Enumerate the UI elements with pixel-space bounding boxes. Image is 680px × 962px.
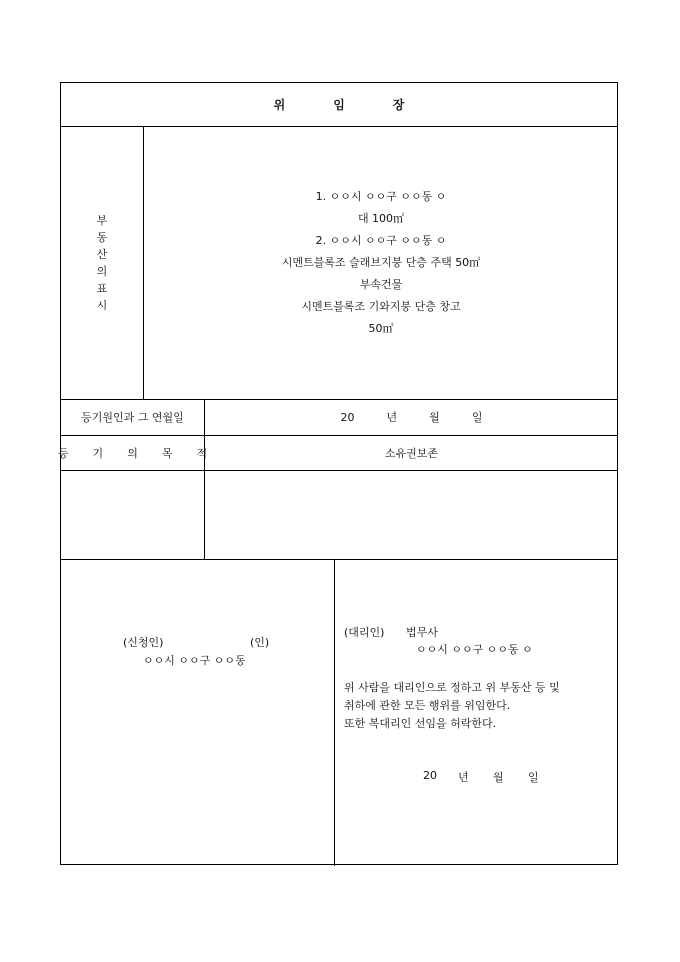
agent-date-month-unit: 월 xyxy=(493,771,504,784)
applicant-cell xyxy=(61,559,334,866)
property-line: 대 100㎡ xyxy=(357,211,405,225)
applicant-label: (신청인) xyxy=(123,636,164,649)
property-line: 부속건물 xyxy=(359,277,403,291)
agent-date-year: 20 xyxy=(423,769,437,782)
title-char: 위 xyxy=(273,98,286,112)
agent-text-line: 위 사람을 대리인으로 정하고 위 부동산 등 및 xyxy=(344,681,560,694)
property-description xyxy=(143,126,619,399)
property-line: 2. ㅇㅇ시 ㅇㅇ구 ㅇㅇ동 ㅇ xyxy=(315,233,447,247)
blank-value-cell xyxy=(204,470,619,559)
cause-label: 등기원인과 그 연월일 xyxy=(81,411,184,424)
purpose-label-char: 적 xyxy=(196,446,208,460)
page-title xyxy=(61,83,617,126)
cause-date-year-unit: 년 xyxy=(386,411,398,424)
agent-address: ㅇㅇ시 ㅇㅇ구 ㅇㅇ동 ㅇ xyxy=(416,643,533,656)
title-char: 임 xyxy=(333,98,345,112)
property-line: 50㎡ xyxy=(368,321,394,335)
purpose-label-char: 등 xyxy=(57,446,69,460)
purpose-label xyxy=(57,435,208,470)
agent-text-line: 취하에 관한 모든 행위를 위임한다. xyxy=(344,699,511,712)
purpose-value: 소유권보존 xyxy=(384,446,439,460)
cause-date-month-unit: 월 xyxy=(429,411,440,424)
purpose-label-char: 목 xyxy=(161,446,173,460)
applicant-address: ㅇㅇ시 ㅇㅇ구 ㅇㅇ동 xyxy=(143,654,246,667)
property-line: 1. ㅇㅇ시 ㅇㅇ구 ㅇㅇ동 ㅇ xyxy=(315,189,447,203)
property-label-char: 표 xyxy=(96,281,108,295)
property-label-char: 시 xyxy=(96,298,108,312)
purpose-label-char: 기 xyxy=(92,446,104,460)
agent-text-line: 또한 복대리인 선임을 허락한다. xyxy=(344,717,497,730)
blank-label-cell xyxy=(61,470,204,559)
power-of-attorney-form xyxy=(57,82,618,865)
property-line: 시멘트블록조 기와지붕 단층 창고 xyxy=(301,299,461,313)
purpose-label-char: 의 xyxy=(127,446,138,460)
property-label-char: 산 xyxy=(96,247,108,261)
agent-cell xyxy=(334,559,619,866)
property-label xyxy=(61,126,143,399)
property-label-char: 동 xyxy=(96,230,108,244)
cause-date xyxy=(204,399,619,435)
title-char: 장 xyxy=(392,98,405,112)
applicant-seal: (인) xyxy=(250,636,270,649)
agent-date-year-unit: 년 xyxy=(458,771,469,784)
agent-date-day-unit: 일 xyxy=(528,771,539,784)
agent-label: (대리인) xyxy=(344,626,385,639)
property-label-char: 의 xyxy=(96,264,108,278)
cause-date-day-unit: 일 xyxy=(471,411,483,424)
agent-title: 법무사 xyxy=(406,626,438,639)
property-line: 시멘트블록조 슬래브지붕 단층 주택 50㎡ xyxy=(281,255,481,269)
cause-date-year: 20 xyxy=(340,410,355,424)
property-label-char: 부 xyxy=(96,213,108,227)
